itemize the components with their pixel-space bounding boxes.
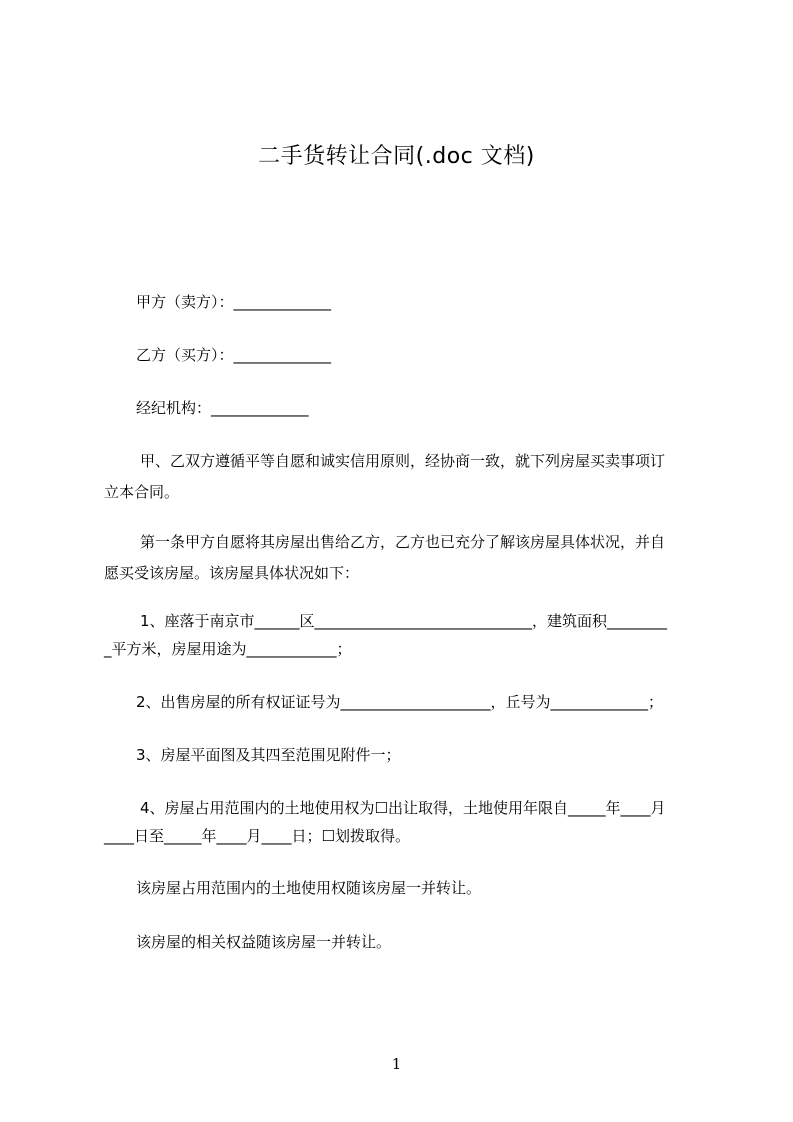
land-use-transfer-line: 该房屋占用范围内的土地使用权随该房屋一并转让。: [136, 879, 482, 897]
page-number: 1: [391, 1055, 402, 1073]
item-1-line-1: 1、座落于南京市______区_____________________________，建筑面积________: [140, 612, 668, 630]
article-one-line-2: 愿买受该房屋。该房屋具体状况如下：: [104, 564, 360, 582]
intro-paragraph-line-1: 甲、乙双方遵循平等自愿和诚实信用原则，经协商一致，就下列房屋买卖事项订: [140, 452, 666, 470]
item-1-line-2: _平方米，房屋用途为____________；: [104, 640, 352, 658]
item-4-line-2: ____日至_____年____月____日；☐划拨取得。: [104, 827, 410, 845]
rights-transfer-line: 该房屋的相关权益随该房屋一并转让。: [136, 933, 392, 951]
intro-paragraph-line-2: 立本合同。: [104, 483, 180, 501]
item-3-line: 3、房屋平面图及其四至范围见附件一；: [136, 746, 401, 764]
agency-line: 经纪机构：_____________: [136, 399, 309, 417]
party-b-line: 乙方（买方）：_____________: [136, 346, 332, 364]
item-2-line: 2、出售房屋的所有权证证号为____________________，丘号为_____________；: [136, 693, 664, 711]
item-4-line-1: 4、房屋占用范围内的土地使用权为☐出让取得，土地使用年限自_____年____月: [140, 799, 666, 817]
party-a-line: 甲方（卖方）：_____________: [136, 293, 332, 311]
article-one-line-1: 第一条甲方自愿将其房屋出售给乙方，乙方也已充分了解该房屋具体状况，并自: [140, 533, 666, 551]
document-title: 二手货转让合同(.doc 文档): [258, 144, 535, 169]
